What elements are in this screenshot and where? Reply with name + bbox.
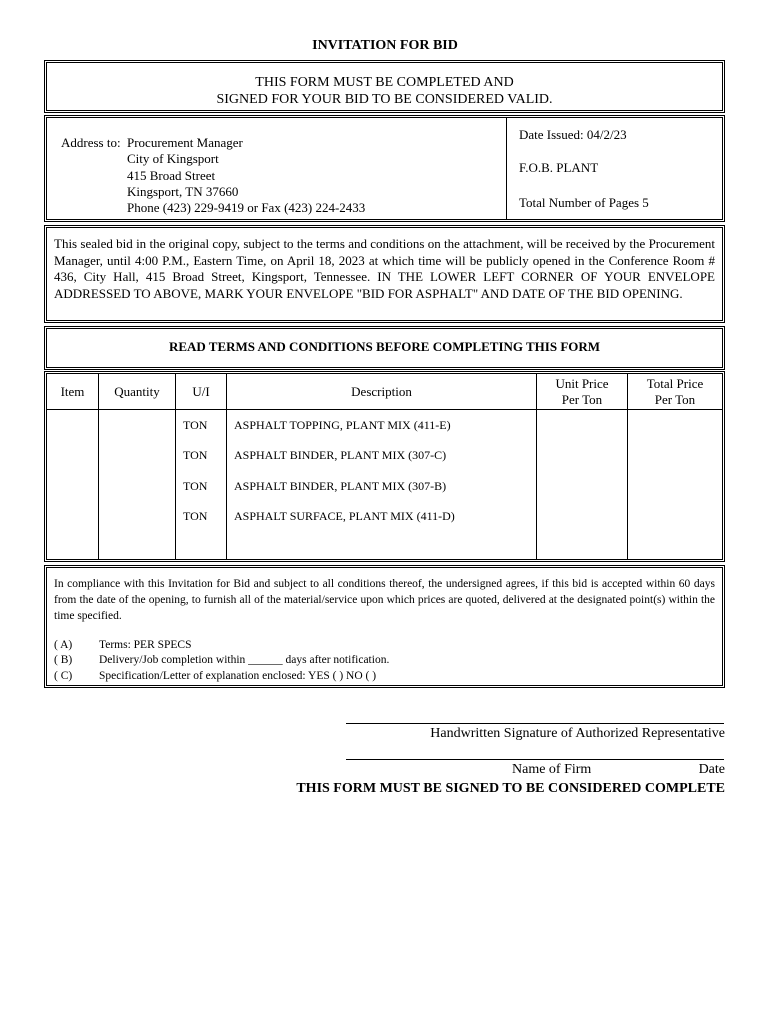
option-a <box>54 637 715 653</box>
address-line: Phone (423) 229-9419 or Fax (423) 224-2433 <box>127 200 366 216</box>
option-b <box>54 652 715 668</box>
header-item: Item <box>60 384 85 399</box>
header-total-price-line2: Per Ton <box>654 392 696 407</box>
header-unit-price <box>537 376 627 408</box>
option-text: Delivery/Job completion within ______ days after notification. <box>99 654 390 667</box>
row-ui: TON <box>183 479 208 493</box>
address-label: Address to: <box>61 135 121 150</box>
header-divider <box>47 409 722 410</box>
column-divider <box>175 374 176 559</box>
header-total-price <box>628 376 722 408</box>
form-title: INVITATION FOR BID <box>312 38 458 53</box>
option-text: Terms: PER SPECS <box>99 638 192 651</box>
fob-terms: F.O.B. PLANT <box>519 160 599 175</box>
instructions-box <box>44 225 725 323</box>
row-description: ASPHALT BINDER, PLANT MIX (307-C) <box>234 448 447 462</box>
date-issued: Date Issued: 04/2/23 <box>519 127 627 142</box>
column-divider <box>226 374 227 559</box>
column-divider <box>506 118 507 219</box>
header-unit-price-line1: Unit Price <box>555 376 609 391</box>
address-line: 415 Broad Street <box>127 167 216 183</box>
address-line: City of Kingsport <box>127 151 219 167</box>
header-description: Description <box>351 384 412 399</box>
firm-label: Name of Firm <box>512 762 592 777</box>
firm-date-line[interactable] <box>346 759 724 760</box>
option-text: Specification/Letter of explanation enclosed: YES ( ) NO ( ) <box>99 669 377 682</box>
bid-items-table <box>44 371 725 562</box>
column-divider <box>98 374 99 559</box>
row-ui: TON <box>183 509 208 523</box>
address-line: Kingsport, TN 37660 <box>127 183 239 199</box>
row-ui: TON <box>183 448 208 462</box>
option-c <box>54 668 715 684</box>
validity-notice-line2: SIGNED FOR YOUR BID TO BE CONSIDERED VALID. <box>216 92 553 107</box>
address-line: Procurement Manager <box>127 135 243 150</box>
validity-notice-line1: THIS FORM MUST BE COMPLETED AND <box>255 75 514 90</box>
signature-line[interactable] <box>346 723 724 724</box>
final-notice: THIS FORM MUST BE SIGNED TO BE CONSIDERED COMPLETE <box>296 781 725 796</box>
validity-notice-box <box>44 60 725 113</box>
option-letter: ( A) <box>54 638 73 651</box>
read-terms-box <box>44 326 725 370</box>
row-description: ASPHALT SURFACE, PLANT MIX (411-D) <box>234 509 455 523</box>
option-letter: ( B) <box>54 654 73 667</box>
compliance-box <box>44 565 725 688</box>
total-pages: Total Number of Pages 5 <box>519 195 649 210</box>
row-description: ASPHALT BINDER, PLANT MIX (307-B) <box>234 479 447 493</box>
address-info-box <box>44 115 725 222</box>
read-terms-heading: READ TERMS AND CONDITIONS BEFORE COMPLETING THIS FORM <box>168 339 601 354</box>
row-description: ASPHALT TOPPING, PLANT MIX (411-E) <box>234 418 451 432</box>
header-unit-price-line2: Per Ton <box>561 392 603 407</box>
header-ui: U/I <box>192 384 210 399</box>
signature-label: Handwritten Signature of Authorized Representative <box>430 726 725 741</box>
compliance-text: In compliance with this Invitation for Bid and subject to all conditions thereof, the undersigned agrees, if this bid is accepted within 60 days from the date of the opening, to furnish all of the material/service upon which prices are quoted, delivered at the designated point(s) within the time specified. <box>54 578 715 623</box>
header-total-price-line1: Total Price <box>646 376 704 391</box>
header-quantity: Quantity <box>114 384 160 399</box>
date-label: Date <box>698 762 725 777</box>
instructions-text: This sealed bid in the original copy, subject to the terms and conditions on the attachment, will be received by the Procurement Manager, until 4:00 P.M., Eastern Time, on April 18, 2023 at which time will be publicly opened in the Conference Room # 436, City Hall, 415 Broad Street, Kingsport, Tennessee. IN THE LOWER LEFT CORNER OF YOUR ENVELOPE ADDRESSED TO ABOVE, MARK YOUR ENVELOPE "BID FOR ASPHALT" AND DATE OF THE BID OPENING. <box>54 236 715 301</box>
option-letter: ( C) <box>54 669 73 682</box>
row-ui: TON <box>183 418 208 432</box>
